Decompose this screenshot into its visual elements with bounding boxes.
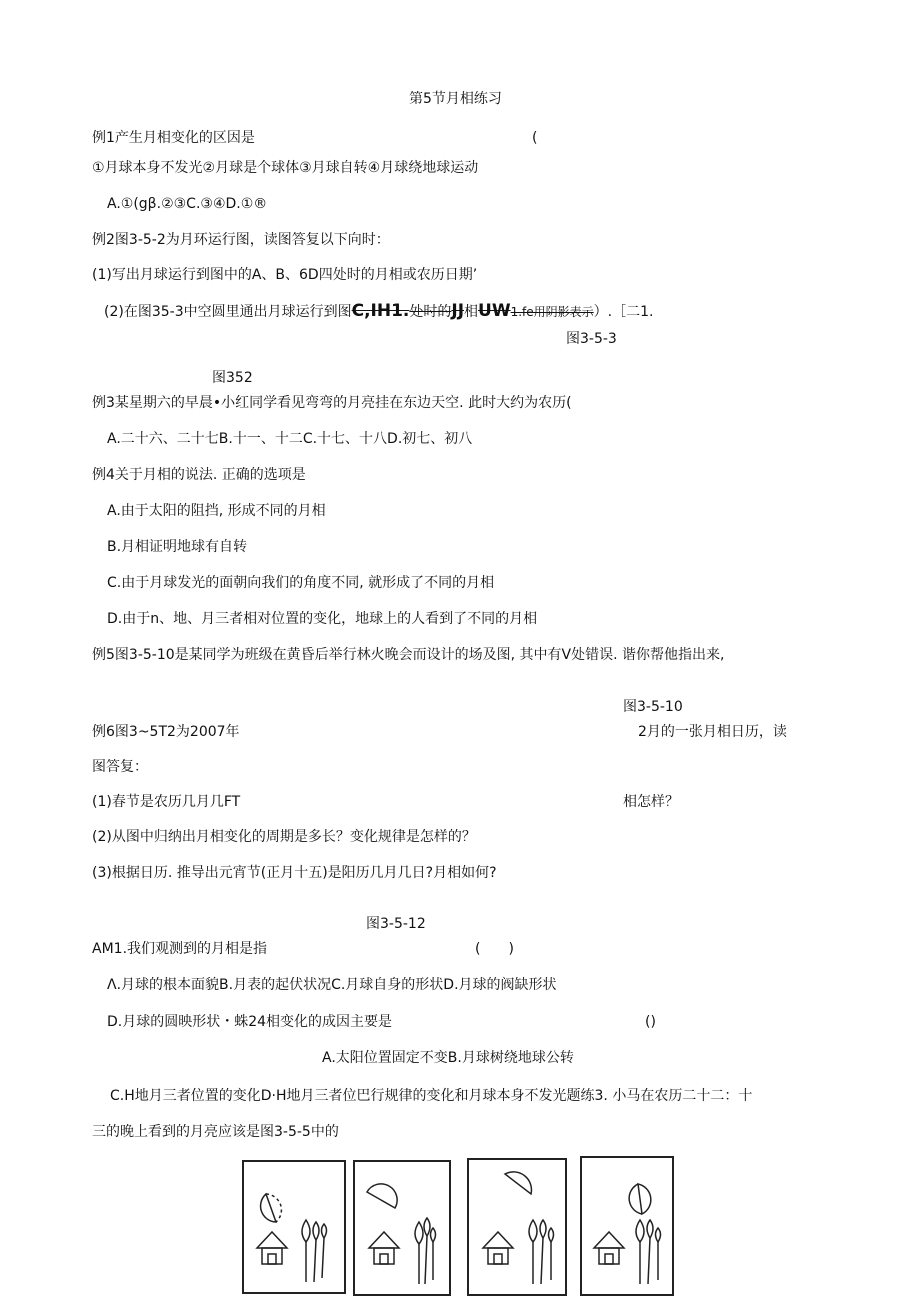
fire-flame-icon (636, 1220, 644, 1242)
ex4-question: 例4关于月相的说法. 正确的选项是 (92, 467, 306, 483)
ex6-sub3: (3)根据日历. 推导出元宵节(正月十五)是阳历几月几日?月相如何? (92, 865, 497, 881)
page-title: 第5节月相练习 (409, 91, 502, 107)
fire-flame-icon (322, 1224, 327, 1238)
ex1-question: 例1产生月相变化的区因是 (92, 130, 255, 146)
moon-panel-3 (467, 1158, 567, 1296)
am1-last: 三的晚上看到的月亮应该是图3-5-5中的 (92, 1124, 339, 1140)
house-roof-icon (369, 1232, 399, 1248)
moon-panel-3-drawing (469, 1160, 565, 1294)
ex2-sub2-g: 1.fe用阴影表示 (510, 305, 594, 319)
house-door-icon (380, 1254, 388, 1264)
moon-half-icon (505, 1172, 531, 1194)
ex6-sub1-right: 相怎样？ (623, 794, 679, 810)
house-body-icon (374, 1248, 394, 1264)
ex6-sub1: (1)春节是农历几月几FT (92, 794, 241, 810)
house-roof-icon (483, 1232, 513, 1248)
ex5-question: 例5图3-5-10是某同学为班级在黄昏后举行林火晚会而设计的场及图, 其中有V处错误. 谐你帮他指出来, (92, 647, 725, 663)
house-body-icon (262, 1248, 282, 1264)
ex1-options: A.①(gβ.②③C.③④D.①® (107, 196, 268, 212)
ex6-fig-label: 图3-5-12 (366, 916, 426, 932)
house-body-icon (599, 1248, 619, 1264)
torch-stick-icon (425, 1236, 427, 1284)
house-door-icon (494, 1254, 502, 1264)
moon-panel-4-drawing (582, 1158, 672, 1294)
house-body-icon (488, 1248, 508, 1264)
am1-question: AM1.我们观测到的月相是指 (92, 941, 268, 957)
fire-flame-icon (647, 1220, 653, 1238)
ex2-question: 例2图3-5-2为月环运行图，读图答复以下向时： (92, 232, 390, 248)
ex6-sub2: (2)从图中归纳出月相变化的周期是多长？变化规律是怎样的？ (92, 829, 476, 845)
am1-paren2: () (645, 1014, 656, 1030)
fire-flame-icon (549, 1228, 554, 1242)
ex6-question-left: 例6图3~5T2为2007年 (92, 724, 240, 740)
fire-flame-icon (529, 1220, 537, 1242)
fire-flame-icon (540, 1220, 546, 1238)
moon-panel-2 (353, 1160, 451, 1296)
ex6-question-cont: 图答复： (92, 759, 148, 775)
ex2-fig-label-right: 图3-5-3 (566, 331, 617, 347)
ex1-paren: ( (532, 130, 538, 146)
ex2-fig-label-left: 图352 (212, 370, 253, 386)
am1-options-ab: A.太阳位置固定不变B.月球树绕地球公转 (322, 1050, 574, 1066)
ex2-sub2-c: 处时的 (409, 304, 452, 320)
fire-flame-icon (424, 1218, 430, 1236)
moon-panel-1 (242, 1160, 346, 1294)
ex2-sub2-d: JJ (451, 301, 465, 321)
moon-half-icon (367, 1184, 397, 1208)
ex4-option-b: B.月相证明地球有自转 (107, 539, 248, 555)
ex4-option-d: D.由于n、地、月三者相对位置的变化，地球上的人看到了不同的月相 (107, 611, 538, 627)
moon-panel-4 (580, 1156, 674, 1296)
torch-stick-icon (648, 1238, 650, 1284)
ex2-sub2-e: 相 (464, 304, 479, 320)
moon-panel-2-drawing (355, 1162, 449, 1294)
fire-flame-icon (302, 1220, 310, 1242)
house-door-icon (268, 1254, 276, 1264)
fire-flame-icon (313, 1222, 319, 1240)
ex2-sub2 (104, 302, 653, 321)
moon-panel-1-drawing (244, 1162, 344, 1292)
torch-stick-icon (314, 1240, 316, 1282)
ex1-items: ①月球本身不发光②月球是个球体③月球自转④月球绕地球运动 (92, 160, 479, 176)
ex4-option-c: C.由于月球发光的面朝向我们的角度不同, 就形成了不同的月相 (107, 575, 495, 591)
ex4-option-a: A.由于太阳的阻挡, 形成不同的月相 (107, 503, 326, 519)
torch-stick-icon (322, 1238, 324, 1278)
am1-line2: D.月球的圆映形状・蛛24相变化的成因主要是 (107, 1014, 393, 1030)
house-roof-icon (594, 1232, 624, 1248)
am1-options-cd: C.H地月三者位置的变化D·H地月三者位巴行规律的变化和月球本身不发光题练3. 小马在农历二十二：十 (110, 1088, 753, 1104)
am1-paren: ( ) (475, 941, 514, 957)
house-roof-icon (257, 1232, 287, 1248)
fire-flame-icon (431, 1228, 436, 1242)
am1-options: Λ.月球的根本面貌B.月表的起伏状况C.月球自身的形状D.月球的阀缺形状 (107, 977, 557, 993)
ex2-sub1: (1)写出月球运行到图中的A、B、6D四处时的月相或农历日期’ (92, 267, 478, 283)
ex2-sub2-b: C,IH1. (351, 301, 410, 321)
ex2-sub2-h: ）.［二1. (593, 304, 654, 320)
fire-flame-icon (656, 1228, 661, 1242)
moon-half-icon (638, 1184, 651, 1214)
ex3-question: 例3某星期六的早晨•小红同学看见弯弯的月亮挂在东边天空. 此时大约为农历( (92, 395, 572, 411)
house-door-icon (605, 1254, 613, 1264)
ex5-fig-label: 图3-5-10 (623, 699, 683, 715)
ex3-options: A.二十六、二十七B.十一、十二C.十七、十八D.初七、初八 (107, 431, 473, 447)
ex2-sub2-a: (2)在图35-3中空圆里通出月球运行到图 (104, 304, 352, 320)
ex6-question-right: 2月的一张月相日历，读 (638, 724, 787, 740)
torch-stick-icon (541, 1238, 543, 1284)
ex2-sub2-f: UW (478, 301, 511, 321)
moon-half-icon (261, 1194, 276, 1222)
fire-flame-icon (415, 1222, 423, 1244)
